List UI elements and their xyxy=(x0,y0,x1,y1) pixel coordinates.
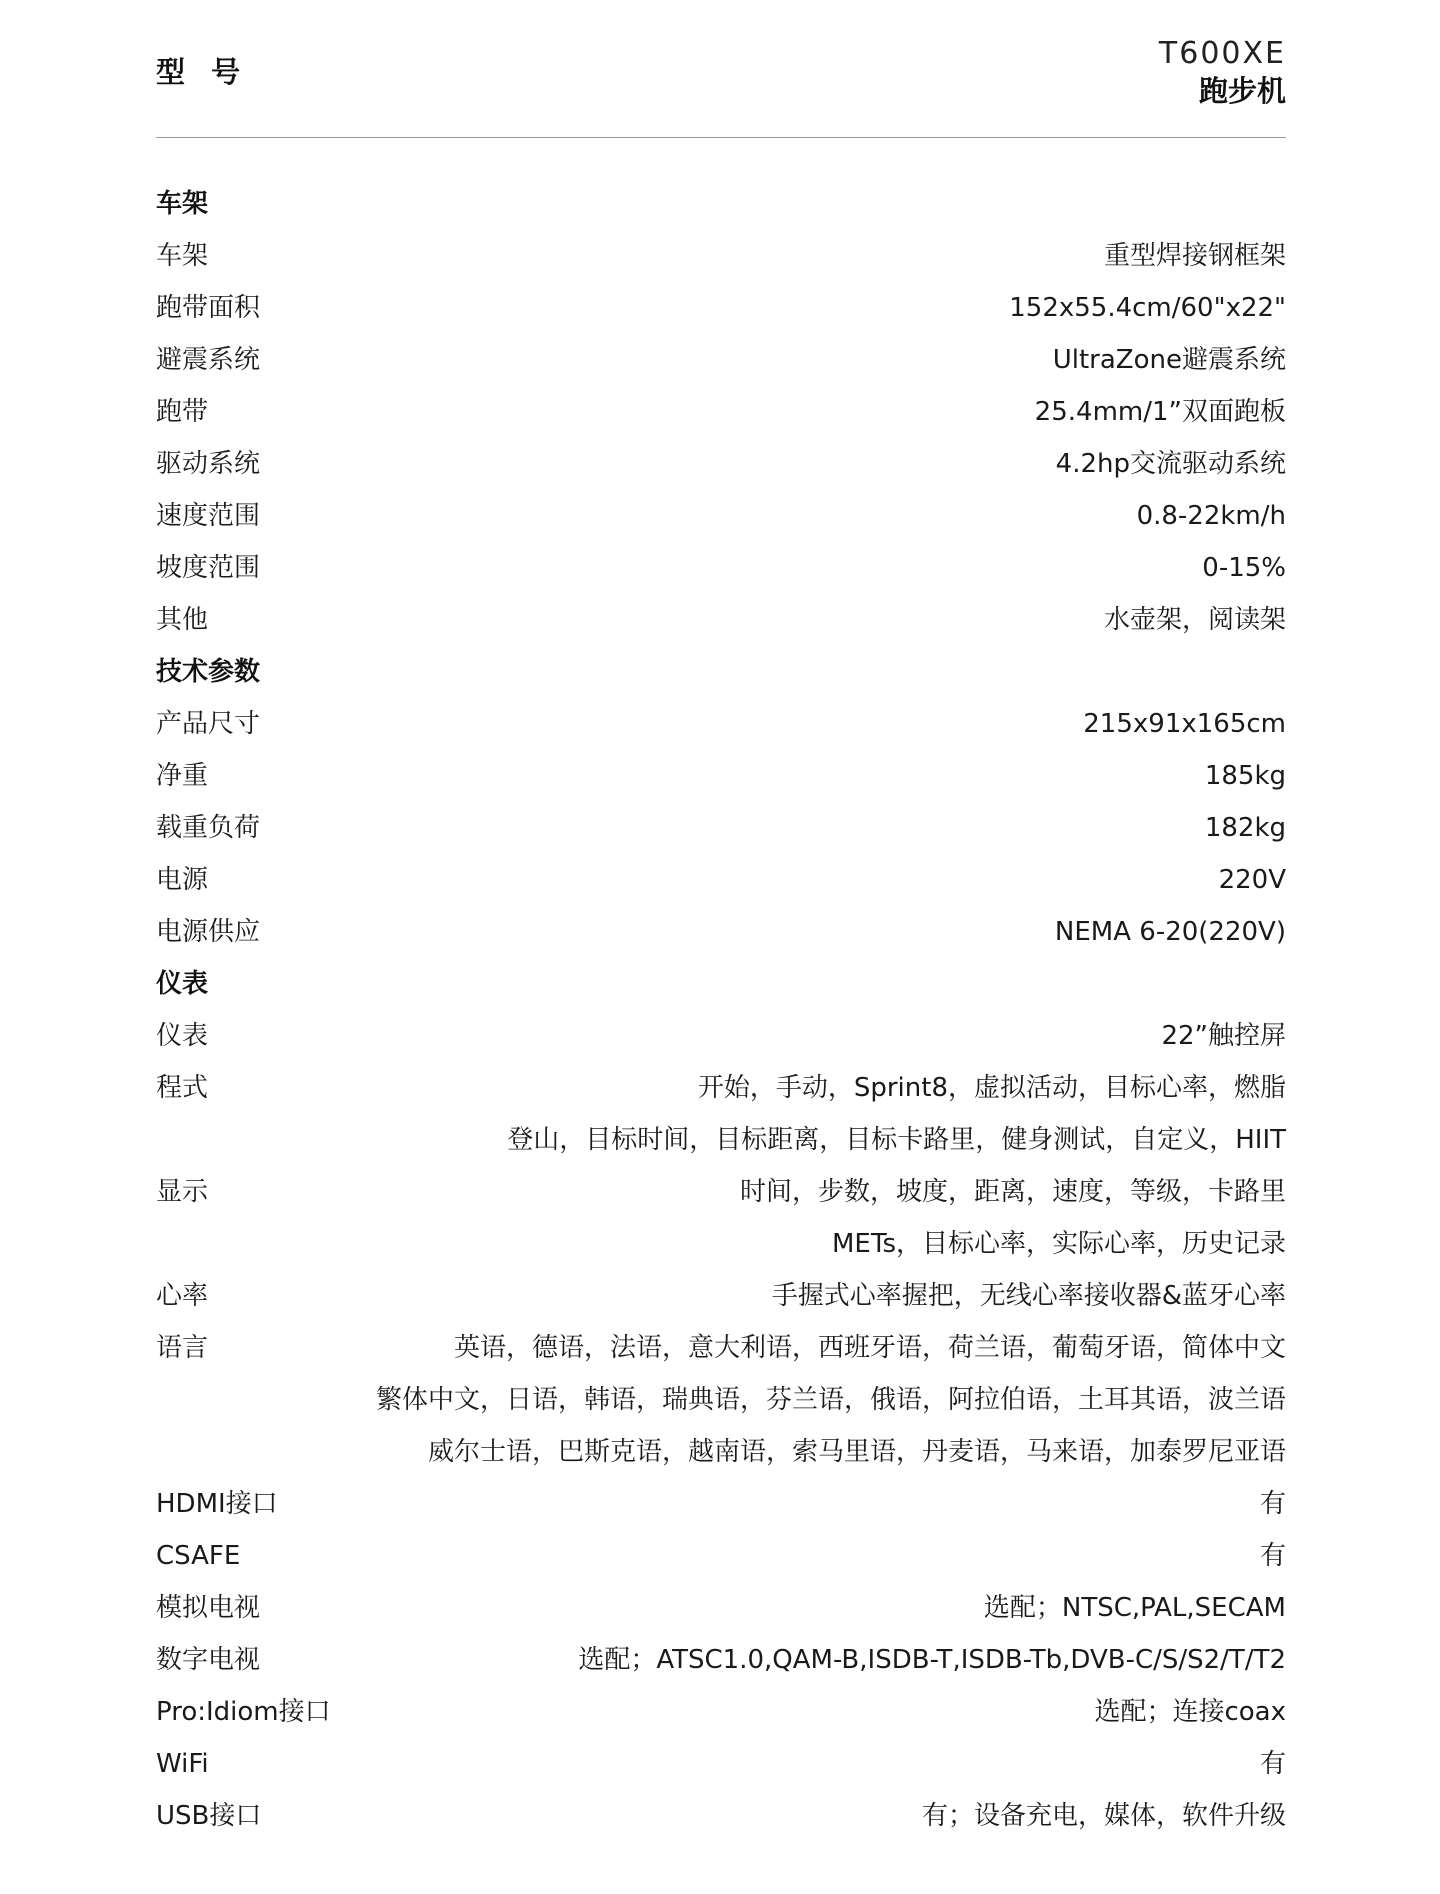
spec-value: 215x91x165cm xyxy=(1083,709,1286,739)
spec-value: 4.2hp交流驱动系统 xyxy=(1055,449,1286,479)
section-heading-specs xyxy=(156,646,1286,698)
spec-row xyxy=(156,1790,1286,1842)
spec-value: 22”触控屏 xyxy=(1161,1021,1286,1051)
spec-value: 英语，德语，法语，意大利语，西班牙语，荷兰语，葡萄牙语，简体中文 xyxy=(453,1333,1286,1363)
spec-row xyxy=(156,1010,1286,1062)
spec-label: HDMI接口 xyxy=(156,1489,278,1519)
spec-label: 坡度范围 xyxy=(156,553,261,583)
spec-label: 净重 xyxy=(156,761,209,791)
model-info xyxy=(1159,36,1286,110)
section-title: 车架 xyxy=(156,189,209,219)
spec-label: 模拟电视 xyxy=(156,1593,261,1623)
spec-value: 有 xyxy=(1259,1541,1286,1571)
spec-row-continuation xyxy=(156,1114,1286,1166)
spec-row xyxy=(156,386,1286,438)
spec-table xyxy=(156,178,1286,1842)
spec-row xyxy=(156,334,1286,386)
spec-row xyxy=(156,542,1286,594)
spec-row xyxy=(156,854,1286,906)
spec-value: 有 xyxy=(1259,1489,1286,1519)
spec-row xyxy=(156,1270,1286,1322)
spec-row xyxy=(156,1582,1286,1634)
spec-label: 数字电视 xyxy=(156,1645,261,1675)
spec-row xyxy=(156,1322,1286,1374)
spec-value: 水壶架，阅读架 xyxy=(1103,605,1286,635)
spec-value: 选配；NTSC,PAL,SECAM xyxy=(983,1593,1286,1623)
model-code: T600XE xyxy=(1158,36,1286,71)
spec-row xyxy=(156,1166,1286,1218)
spec-label: 心率 xyxy=(156,1281,209,1311)
spec-label: 跑带面积 xyxy=(156,293,261,323)
spec-label: 其他 xyxy=(156,605,209,635)
section-title: 仪表 xyxy=(156,969,209,999)
spec-label: Pro:Idiom接口 xyxy=(156,1697,331,1727)
section-heading-frame xyxy=(156,178,1286,230)
spec-label: 跑带 xyxy=(156,397,209,427)
spec-label: WiFi xyxy=(156,1749,209,1779)
spec-value: 手握式心率握把，无线心率接收器&蓝牙心率 xyxy=(771,1281,1286,1311)
spec-value: 185kg xyxy=(1204,761,1286,791)
spec-row xyxy=(156,230,1286,282)
spec-row xyxy=(156,490,1286,542)
spec-value: METs，目标心率，实际心率，历史记录 xyxy=(832,1229,1286,1259)
model-label: 型 号 xyxy=(156,55,249,89)
section-heading-console xyxy=(156,958,1286,1010)
spec-header xyxy=(156,0,1286,138)
spec-label: 车架 xyxy=(156,241,209,271)
spec-value: 0.8-22km/h xyxy=(1136,501,1286,531)
spec-row xyxy=(156,698,1286,750)
spec-row-continuation xyxy=(156,1426,1286,1478)
spec-label: 速度范围 xyxy=(156,501,261,531)
spec-row-continuation xyxy=(156,1218,1286,1270)
spec-label: 显示 xyxy=(156,1177,209,1207)
spec-value: 选配；连接coax xyxy=(1094,1697,1286,1727)
spec-row xyxy=(156,1530,1286,1582)
spec-label: 仪表 xyxy=(156,1021,209,1051)
spec-row xyxy=(156,1738,1286,1790)
spec-value: NEMA 6-20(220V) xyxy=(1054,917,1286,947)
spec-row xyxy=(156,1686,1286,1738)
section-title: 技术参数 xyxy=(156,657,261,687)
spec-row xyxy=(156,906,1286,958)
spec-row xyxy=(156,802,1286,854)
spec-row xyxy=(156,750,1286,802)
spec-sheet xyxy=(156,0,1286,1831)
spec-label: 语言 xyxy=(156,1333,209,1363)
spec-value: 威尔士语，巴斯克语，越南语，索马里语，丹麦语，马来语，加泰罗尼亚语 xyxy=(427,1437,1286,1467)
spec-row xyxy=(156,1478,1286,1530)
spec-value: 有；设备充电，媒体，软件升级 xyxy=(921,1801,1286,1831)
spec-row xyxy=(156,1062,1286,1114)
spec-value: 繁体中文，日语，韩语，瑞典语，芬兰语，俄语，阿拉伯语，土耳其语，波兰语 xyxy=(375,1385,1286,1415)
spec-value: 25.4mm/1”双面跑板 xyxy=(1034,397,1286,427)
spec-value: 开始，手动，Sprint8，虚拟活动，目标心率，燃脂 xyxy=(697,1073,1286,1103)
spec-label: 驱动系统 xyxy=(156,449,261,479)
spec-row xyxy=(156,594,1286,646)
spec-row xyxy=(156,438,1286,490)
spec-value: 登山，目标时间，目标距离，目标卡路里，健身测试，自定义，HIIT xyxy=(507,1125,1286,1155)
spec-value: 152x55.4cm/60"x22" xyxy=(1009,293,1286,323)
spec-value: 0-15% xyxy=(1202,553,1286,583)
spec-label: 程式 xyxy=(156,1073,209,1103)
spec-label: 电源 xyxy=(156,865,209,895)
spec-row-continuation xyxy=(156,1374,1286,1426)
spec-value: 182kg xyxy=(1204,813,1286,843)
spec-row xyxy=(156,282,1286,334)
spec-label: 载重负荷 xyxy=(156,813,261,843)
product-type: 跑步机 xyxy=(1198,74,1286,108)
spec-row xyxy=(156,1634,1286,1686)
spec-label: 电源供应 xyxy=(156,917,261,947)
spec-value: 220V xyxy=(1218,865,1286,895)
spec-label: 避震系统 xyxy=(156,345,261,375)
spec-label: USB接口 xyxy=(156,1801,262,1831)
spec-value: 重型焊接钢框架 xyxy=(1103,241,1286,271)
spec-label: CSAFE xyxy=(156,1541,241,1571)
spec-value: 有 xyxy=(1259,1749,1286,1779)
spec-value: 时间，步数，坡度，距离，速度，等级，卡路里 xyxy=(739,1177,1286,1207)
spec-label: 产品尺寸 xyxy=(156,709,261,739)
spec-value: 选配；ATSC1.0,QAM-B,ISDB-T,ISDB-Tb,DVB-C/S/S2/T/T2 xyxy=(578,1645,1286,1675)
spec-value: UltraZone避震系统 xyxy=(1052,345,1286,375)
